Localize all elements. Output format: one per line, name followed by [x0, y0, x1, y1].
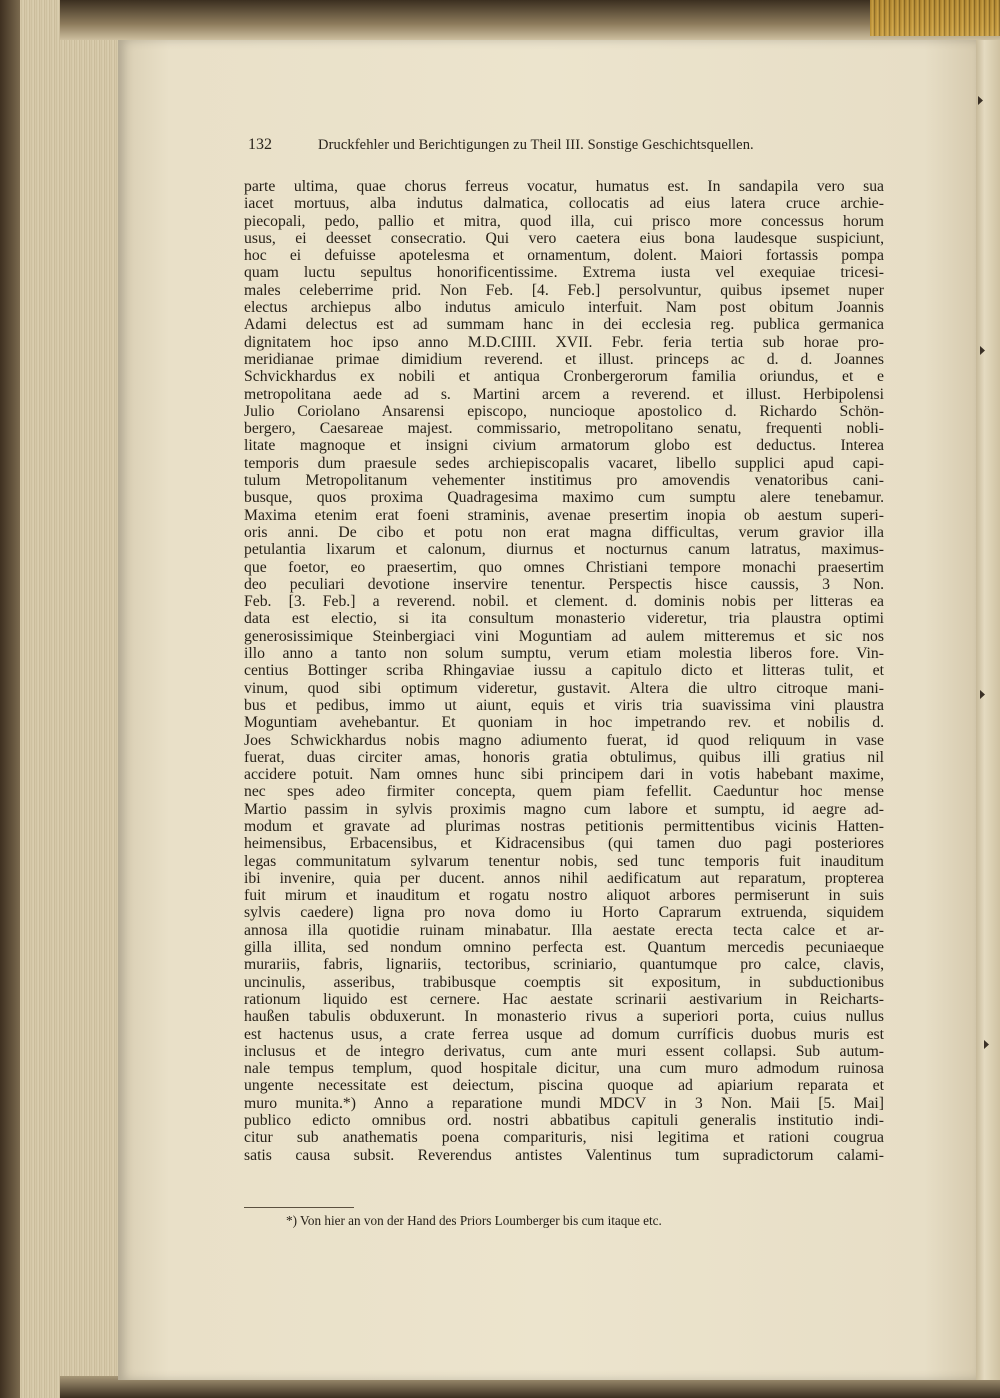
text-line: hoc ei defuisse apotelesma et ornamentum, dolent. Maiori fortassis pompa: [244, 247, 884, 265]
text-line: bergero, Caesareae majest. commissario, metropolitano senatu, frequenti nobli-: [244, 420, 884, 438]
text-line: Feb. [3. Feb.] a reverend. nobil. et clement. d. dominis nobis per litteras ea: [244, 593, 884, 611]
text-line: rationum liquido est cernere. Hac aestate scrinarii aestivarium in Reicharts-: [244, 990, 884, 1008]
footnote: *) Von hier an von der Hand des Priors Loumberger bis cum itaque etc.: [286, 1213, 662, 1228]
running-head: Druckfehler und Berichtigungen zu Theil III. Sonstige Geschichtsquellen.: [318, 137, 754, 153]
text-line: generosissimique Steinbergiaci vini Moguntiam ad aulem mitteremus et sic nos: [244, 627, 884, 645]
body-text: [244, 178, 884, 1164]
text-line: Maxima etenim erat foeni straminis, avenae presertim inopia ob aestum superi-: [244, 506, 884, 524]
text-line: tulum Metropolitanum vehementer institimus pro amovendis venatoribus cani-: [244, 472, 884, 490]
text-line: gilla illita, sed nondum omnino perfecta est. Quantum mercedis pecuniaeque: [244, 939, 884, 957]
text-line: males celeberrime prid. Non Feb. [4. Feb.] persolvuntur, quibus ipsemet nuper: [244, 281, 884, 299]
book-spine-shadow: [0, 0, 20, 1398]
text-line: sylvis caedere) ligna pro nova domo iu Horto Caprarum extruenda, siquidem: [244, 904, 884, 922]
text-line: litate magnoque et insigni civium armatorum globo est deductus. Interea: [244, 437, 884, 455]
text-line: electus archiepus albo indutus amiculo interfuit. Nam post obitum Joannis: [244, 299, 884, 317]
text-line: Moguntiam avehebantur. Et quoniam in hoc impetrando rev. et nobilis d.: [244, 714, 884, 732]
text-line: inclusus et de integro derivatus, cum ante muri essent collapsi. Sub autum-: [244, 1042, 884, 1060]
text-line: publico edicto omnibus ord. nostri abbatibus capituli generalis institutio indi-: [244, 1112, 884, 1130]
text-line: muro munita.*) Anno a reparatione mundi MDCV in 3 Non. Maii [5. Mai]: [244, 1094, 884, 1112]
text-line: ungente necessitate est deiectum, piscina quoque ad apiarium reparata et: [244, 1077, 884, 1095]
text-line: uncinulis, asseribus, trabibusque coemptis sit expositum, in subductionibus: [244, 973, 884, 991]
text-line: nec spes adeo firmiter conceptа, quem piam fefellit. Caeduntur hoc mense: [244, 783, 884, 801]
text-line: quam luctu sepultus honorificentissime. Extrema iusta vel exequiae tricesi-: [244, 264, 884, 282]
text-line: busque, quos proxima Quadragesima maximo cum sumptu alere tenebamur.: [244, 489, 884, 507]
text-line: legas communitatum sylvarum tenentur nobis, sed tunc temporis fuit inauditum: [244, 852, 884, 870]
next-page-edge: [974, 40, 1000, 1380]
text-line: oris anni. De cibo et potu non erat magna difficultas, verum gravior illa: [244, 523, 884, 541]
text-line: accidere potuit. Nam omnes hunc sibi principem dari in votis habebant maxime,: [244, 766, 884, 784]
text-line: annosa illa quotidie ruinam minabatur. Illa aestate erecta tecta calce et ar-: [244, 921, 884, 939]
text-line: metropolitana aede ad s. Martini arcem a reverend. et illust. Herbipolensi: [244, 385, 884, 403]
text-line: centius Bottinger scriba Rhingaviae iussu a capitulo dicto et litteras tulit, et: [244, 662, 884, 680]
gilt-edge: [870, 0, 1000, 36]
text-line: Martio passim in sylvis proximis magno cum labore et sumptu, id aegre ad-: [244, 800, 884, 818]
text-line: dignitatem hoc ipso anno M.D.CIIII. XVII. Febr. feria tertia sub horae pro-: [244, 333, 884, 351]
book-top-edge: [60, 0, 1000, 40]
text-line: data est electio, si ita consultum monasterio videretur, tria plaustra optimi: [244, 610, 884, 628]
text-line: murariis, fabris, lignariis, tectoribus, scriniario, quantumque pro calce, clavis,: [244, 956, 884, 974]
text-line: Schvickhardus ex nobili et antiqua Cronbergerorum familia oriundus, et e: [244, 368, 884, 386]
text-line: Adami delectus est ad summam hanc in dei ecclesia reg. publica germanica: [244, 316, 884, 334]
text-line: parte ultima, quae chorus ferreus vocatur, humatus est. In sandapila vero sua: [244, 178, 884, 195]
text-line: satis causa subsit. Reverendus antistes Valentinus tum supradictorum calami-: [244, 1146, 884, 1164]
text-line: deo peculiari devotione inservire tenentur. Perspectis hisce caussis, 3 Non.: [244, 575, 884, 593]
text-line: nale tempus templum, quod hospitale dicitur, una cum muro admodum ruinosa: [244, 1060, 884, 1078]
text-line: Joes Schwickhardus nobis magno adiumento fuerat, id quod reliquum in vase: [244, 731, 884, 749]
text-line: fuerat, duas circiter amas, honoris gratia obtulimus, quibus illi gratius nil: [244, 748, 884, 766]
text-line: petulantia lixarum et calonum, diurnus et nocturnus canum latratus, maximus-: [244, 541, 884, 559]
page-number: 132: [248, 136, 272, 153]
text-line: ibi invenire, quia per ducent. annos nihil aedificatum aut reparatum, propterea: [244, 869, 884, 887]
text-line: Julio Coriolano Ansarensi episcopo, nuncioque apostolico d. Richardo Schön-: [244, 402, 884, 420]
text-line: temporis dum praesule sedes archiepiscopalis vacaret, libello supplici apud capi-: [244, 454, 884, 472]
text-line: meridianae primae dimidium reverend. et illust. princeps ac d. d. Joannes: [244, 350, 884, 368]
text-line: usus, ei deesset consecratio. Qui vero caetera eius bona laudesque suspiciunt,: [244, 229, 884, 247]
text-line: haußen tabulis obduxerunt. In monasterio rivus a superiori porta, cuius nullus: [244, 1008, 884, 1026]
text-line: bus et pedibus, immo ut aiunt, equis et viris tria suavissima vini plaustra: [244, 696, 884, 714]
page-header: [248, 136, 878, 158]
text-line: iacet mortuus, alba indutus dalmatica, collocatis ad eius latera cruce archie-: [244, 195, 884, 213]
text-line: piecopali, pedo, pallio et mitra, quod illa, cui prisco more concessus horum: [244, 212, 884, 230]
text-line: modum et gravate ad plurimas nostras petitionis permittentibus vicinis Hatten-: [244, 817, 884, 835]
text-line: fuit mirum et inauditum et rogatu nostro aliquot arbores permiserunt in suis: [244, 887, 884, 905]
text-line: heimensibus, Erbacensibus, et Kidracensibus (qui tamen duo pagi posteriores: [244, 835, 884, 853]
text-line: que foetor, eo praesertim, quo omnes Christiani tempore monachi praesertim: [244, 558, 884, 576]
footnote-rule: [244, 1207, 354, 1208]
text-line: citur sub anathematis poena comparituris, nisi legitima et rationi cougrua: [244, 1129, 884, 1147]
text-line: illo anno a tanto non solum sumptu, verum etiam molestia liberos fore. Vin-: [244, 645, 884, 663]
text-line: vinum, quod sibi optimum videretur, gustavit. Altera die ultro citroque mani-: [244, 679, 884, 697]
text-line: est hactenus usus, a crate ferrea usque ad domum curríficis duobus muris est: [244, 1025, 884, 1043]
